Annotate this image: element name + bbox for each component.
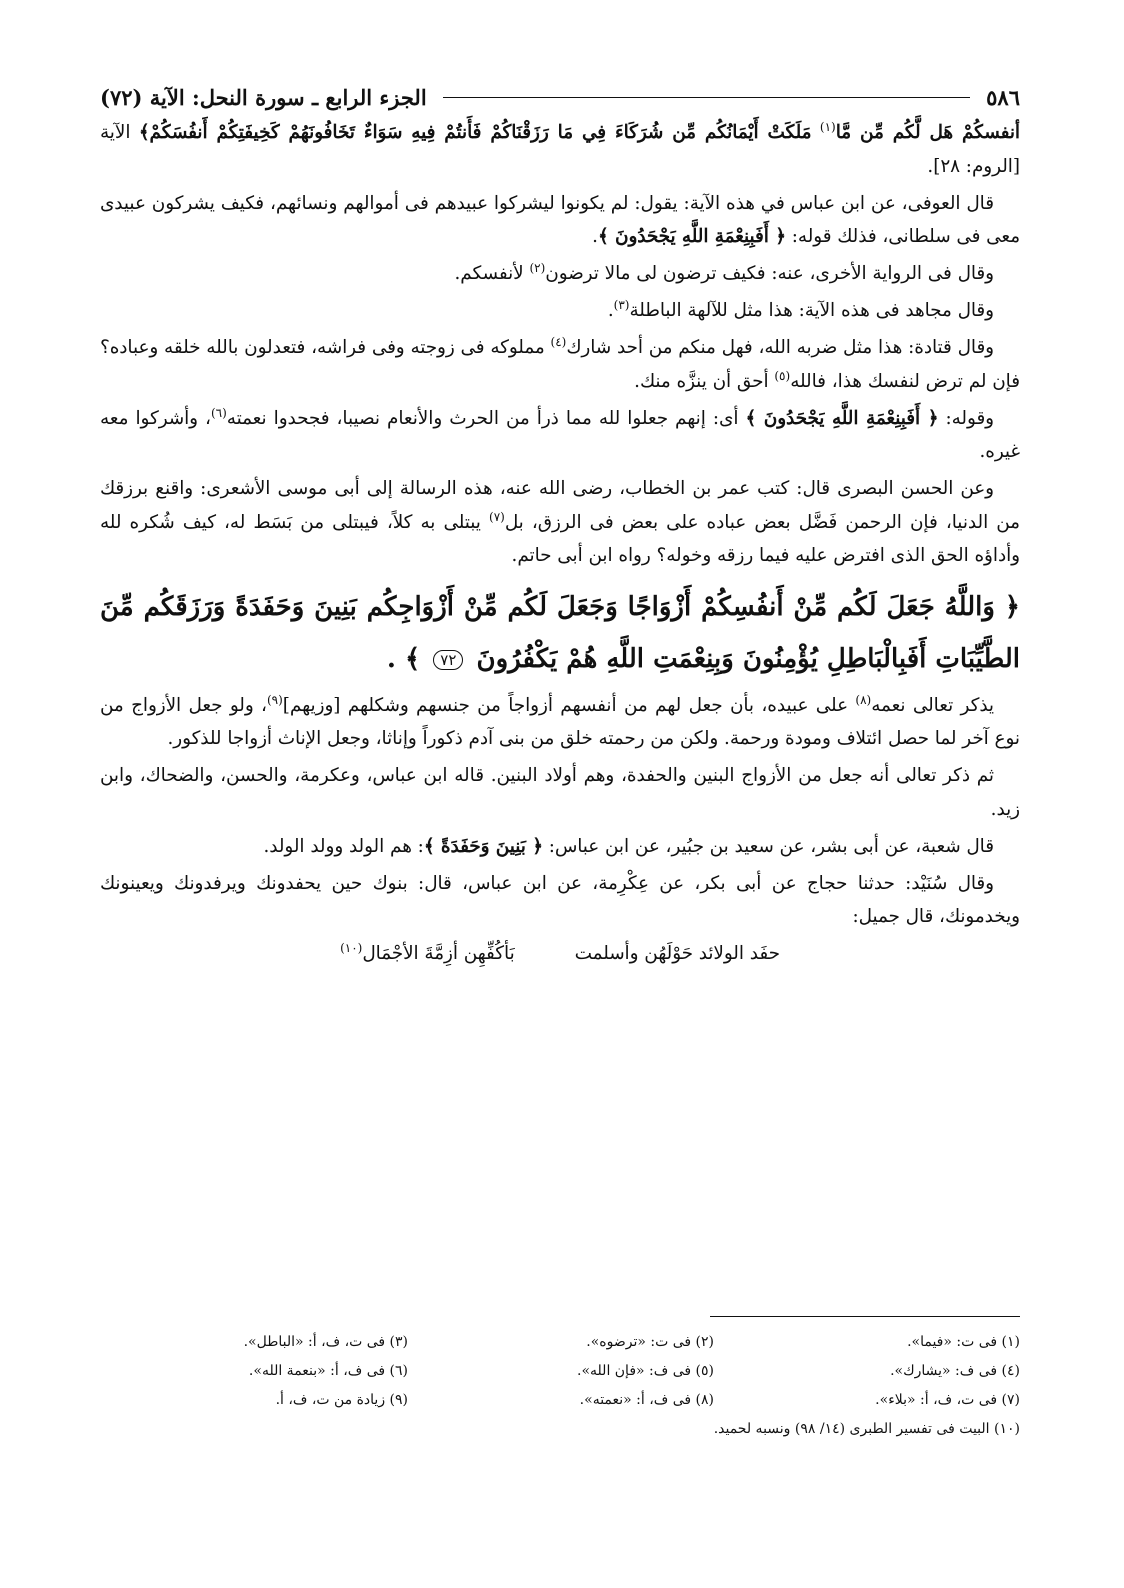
footnote-2: (٢) فى ت: «ترضوه». (586, 1334, 714, 1350)
paragraph-6 (100, 402, 1020, 469)
footnote-row (100, 1357, 1020, 1386)
footnote-ref: (١) (819, 119, 836, 134)
footnote-1: (١) فى ت: «فيما». (907, 1334, 1020, 1350)
footnote-ref: (٨) (855, 692, 872, 707)
main-verse-text: ﴿ وَاللَّهُ جَعَلَ لَكُم مِّنْ أَنفُسِكُمْ أَزْوَاجًا وَجَعَلَ لَكُم مِّنْ أَزْوَاجِكُم بَنِينَ وَحَفَدَةً وَرَزَقَكُم مِّنَ الطَّيِّبَاتِ أَفَبِالْبَاطِلِ يُؤْمِنُونَ وَبِنِعْمَتِ اللَّهِ هُمْ يَكْفُرُونَ (100, 591, 1020, 674)
paragraph-text: وقوله: (945, 407, 995, 429)
paragraph-10 (100, 830, 1020, 864)
verse-quote: ﴿ أَفَبِنِعْمَةِ اللَّهِ يَجْحَدُونَ ﴾ (597, 226, 786, 247)
paragraph-text: ، وأشركوا معه غيره. (100, 407, 1020, 462)
paragraph-text: ثم ذكر تعالى أنه جعل من الأزواج البنين والحفدة، وهم أولاد البنين. قاله ابن عباس، وعكرمة، والحسن، والضحاك، وابن زيد. (100, 765, 1020, 820)
footnote-6: (٦) فى ف، أ: «بنعمة الله». (248, 1363, 408, 1379)
footnote-row (100, 1386, 1020, 1415)
footnote-5: (٥) فى ف: «فإن الله». (577, 1363, 714, 1379)
verse-quote: أنفسكُمْ هَل لَّكُم مِّن مَّا (835, 122, 1021, 143)
body-text (100, 116, 1020, 971)
verse-quote: ﴿ بَنِينَ وَحَفَدَةً ﴾ (423, 835, 543, 857)
verse-quote: ﴿ أَفَبِنِعْمَةِ اللَّهِ يَجْحَدُونَ ﴾ (745, 407, 939, 429)
paragraph-5 (100, 331, 1020, 398)
paragraph-3 (100, 257, 1020, 291)
paragraph-text: وقال مجاهد فى هذه الآية: هذا مثل للآلهة الباطلة (629, 300, 994, 321)
paragraph-text: : هم الولد وولد الولد. (263, 835, 424, 857)
footnote-4: (٤) فى ف: «يشارك». (890, 1363, 1020, 1379)
paragraph-text: . (592, 226, 598, 247)
footnote-8: (٨) فى ف، أ: «نعمته». (579, 1392, 714, 1408)
page-number: ٥٨٦ (986, 84, 1020, 110)
poem-verse (100, 937, 1020, 971)
poem-first-hemistich: حفَد الولائد حَوْلَهُن وأسلمت (574, 943, 780, 964)
footnote-7: (٧) فى ت، ف، أ: «بلاء». (875, 1392, 1020, 1408)
footnote-3: (٣) فى ت، ف، أ: «الباطل». (243, 1334, 408, 1350)
paragraph-text: وقال فى الرواية الأخرى، عنه: فكيف ترضون لى مالا ترضون (545, 263, 994, 284)
footnote-ref: (٤) (550, 334, 567, 349)
paragraph-text: وقال سُنَيْد: حدثنا حجاج عن أبى بكر، عن عِكْرِمة، عن ابن عباس، قال: بنوك حين يحفدونك ويرفدونك ويعينونك ويخدمونك، قال جميل: (100, 872, 1020, 927)
footnote-ref: (٢) (529, 260, 546, 275)
footnote-separator (710, 1316, 1020, 1317)
verse-quote: مَلَكَتْ أَيْمَانُكُم مِّن شُرَكَاءَ فِي مَا رَزَقْنَاكُمْ فَأَنتُمْ فِيهِ سَوَاءٌ تَخَافُونَهُمْ كَخِيفَتِكُمْ أَنفُسَكُمْ﴾ (138, 122, 812, 143)
paragraph-text: على عبيده، بأن جعل لهم من أنفسهم أزواجاً من جنسهم وشكلهم [وزيهم] (282, 694, 848, 716)
paragraph-text: ، ولو جعل الأزواج من نوع آخر لما حصل ائتلاف ومودة ورحمة. ولكن من رحمته خلق من بنى آدم ذكوراً وإناثا، وجعل الإناث أزواجا للذكور. (100, 694, 1020, 749)
paragraph-text: . (607, 300, 614, 321)
header-rule (443, 97, 970, 98)
paragraph-text: وقال قتادة: هذا مثل ضربه الله، فهل منكم من أحد شارك (566, 337, 995, 358)
footnote-9: (٩) زيادة من ت، ف، أ. (275, 1392, 408, 1408)
paragraph-1 (100, 116, 1020, 183)
footnotes (100, 1328, 1020, 1444)
footnote-10: (١٠) البيت فى تفسير الطبرى (١٤/ ٩٨) ونسبه لحميد. (713, 1421, 1020, 1437)
footnote-ref: (٦) (210, 405, 227, 420)
paragraph-7 (100, 472, 1020, 573)
paragraph-text: يبتلى به كلاً، فيبتلى من بَسَط له، كيف شُكره لله وأداؤه الحق الذى افترض عليه فيما رزقه وخوله؟ رواه ابن أبى حاتم. (100, 511, 1020, 566)
paragraph-4 (100, 294, 1020, 328)
paragraph-8 (100, 689, 1020, 756)
footnote-ref: (١٠) (340, 940, 363, 955)
paragraph-text: يذكر تعالى نعمه (871, 694, 995, 716)
main-verse (100, 581, 1020, 685)
footnote-ref: (٣) (613, 297, 630, 312)
paragraph-text: قال العوفى، عن ابن عباس في هذه الآية: يقول: لم يكونوا ليشركوا عبيدهم فى أموالهم ونسائهم، فكيف يشركون عبيدى معى فى سلطانى، فذلك قوله: (100, 192, 1020, 247)
main-verse-close: ﴾ . (386, 643, 421, 674)
paragraph-text: أى: إنهم جعلوا لله مما ذرأ من الحرث والأنعام نصيبا، فجحدوا نعمته (226, 407, 739, 429)
paragraph-9 (100, 759, 1020, 826)
footnote-ref: (٩) (266, 692, 283, 707)
paragraph-text: وعن الحسن البصرى قال: كتب عمر بن الخطاب، رضى الله عنه، هذه الرسالة إلى أبى موسى الأشعرى: واقنع برزقك من الدنيا، فإن الرحمن فَضَّل بعض عباده على بعض فى الرزق، بل (100, 478, 1020, 533)
paragraph-text: لأنفسكم. (454, 263, 524, 284)
footnote-row (100, 1328, 1020, 1357)
ayah-number-marker: ٧٢ (433, 650, 463, 670)
footnote-row (100, 1415, 1020, 1444)
running-title: الجزء الرابع ـ سورة النحل: الآية (٧٢) (100, 84, 427, 110)
paragraph-text: قال شعبة، عن أبى بشر، عن سعيد بن جبُير، عن ابن عباس: (548, 835, 994, 857)
paragraph-text: مملوكه فى زوجته وفى فراشه، فتعدلون بالله خلقه وعباده؟ فإن لم ترض لنفسك هذا، فالله (100, 337, 1020, 392)
footnote-ref: (٥) (774, 368, 791, 383)
footnote-ref: (٧) (489, 509, 505, 524)
paragraph-11 (100, 867, 1020, 934)
paragraph-text: أحق أن ينزَّه منك. (634, 370, 769, 392)
poem-second-hemistich-text: بَأكُفِّهِن أزِمَّةَ الأجْمَال (362, 943, 515, 964)
poem-second-hemistich (340, 937, 515, 971)
verse-citation: الآية [الروم: ٢٨]. (100, 122, 1020, 177)
running-header (100, 80, 1020, 114)
paragraph-2 (100, 187, 1020, 254)
